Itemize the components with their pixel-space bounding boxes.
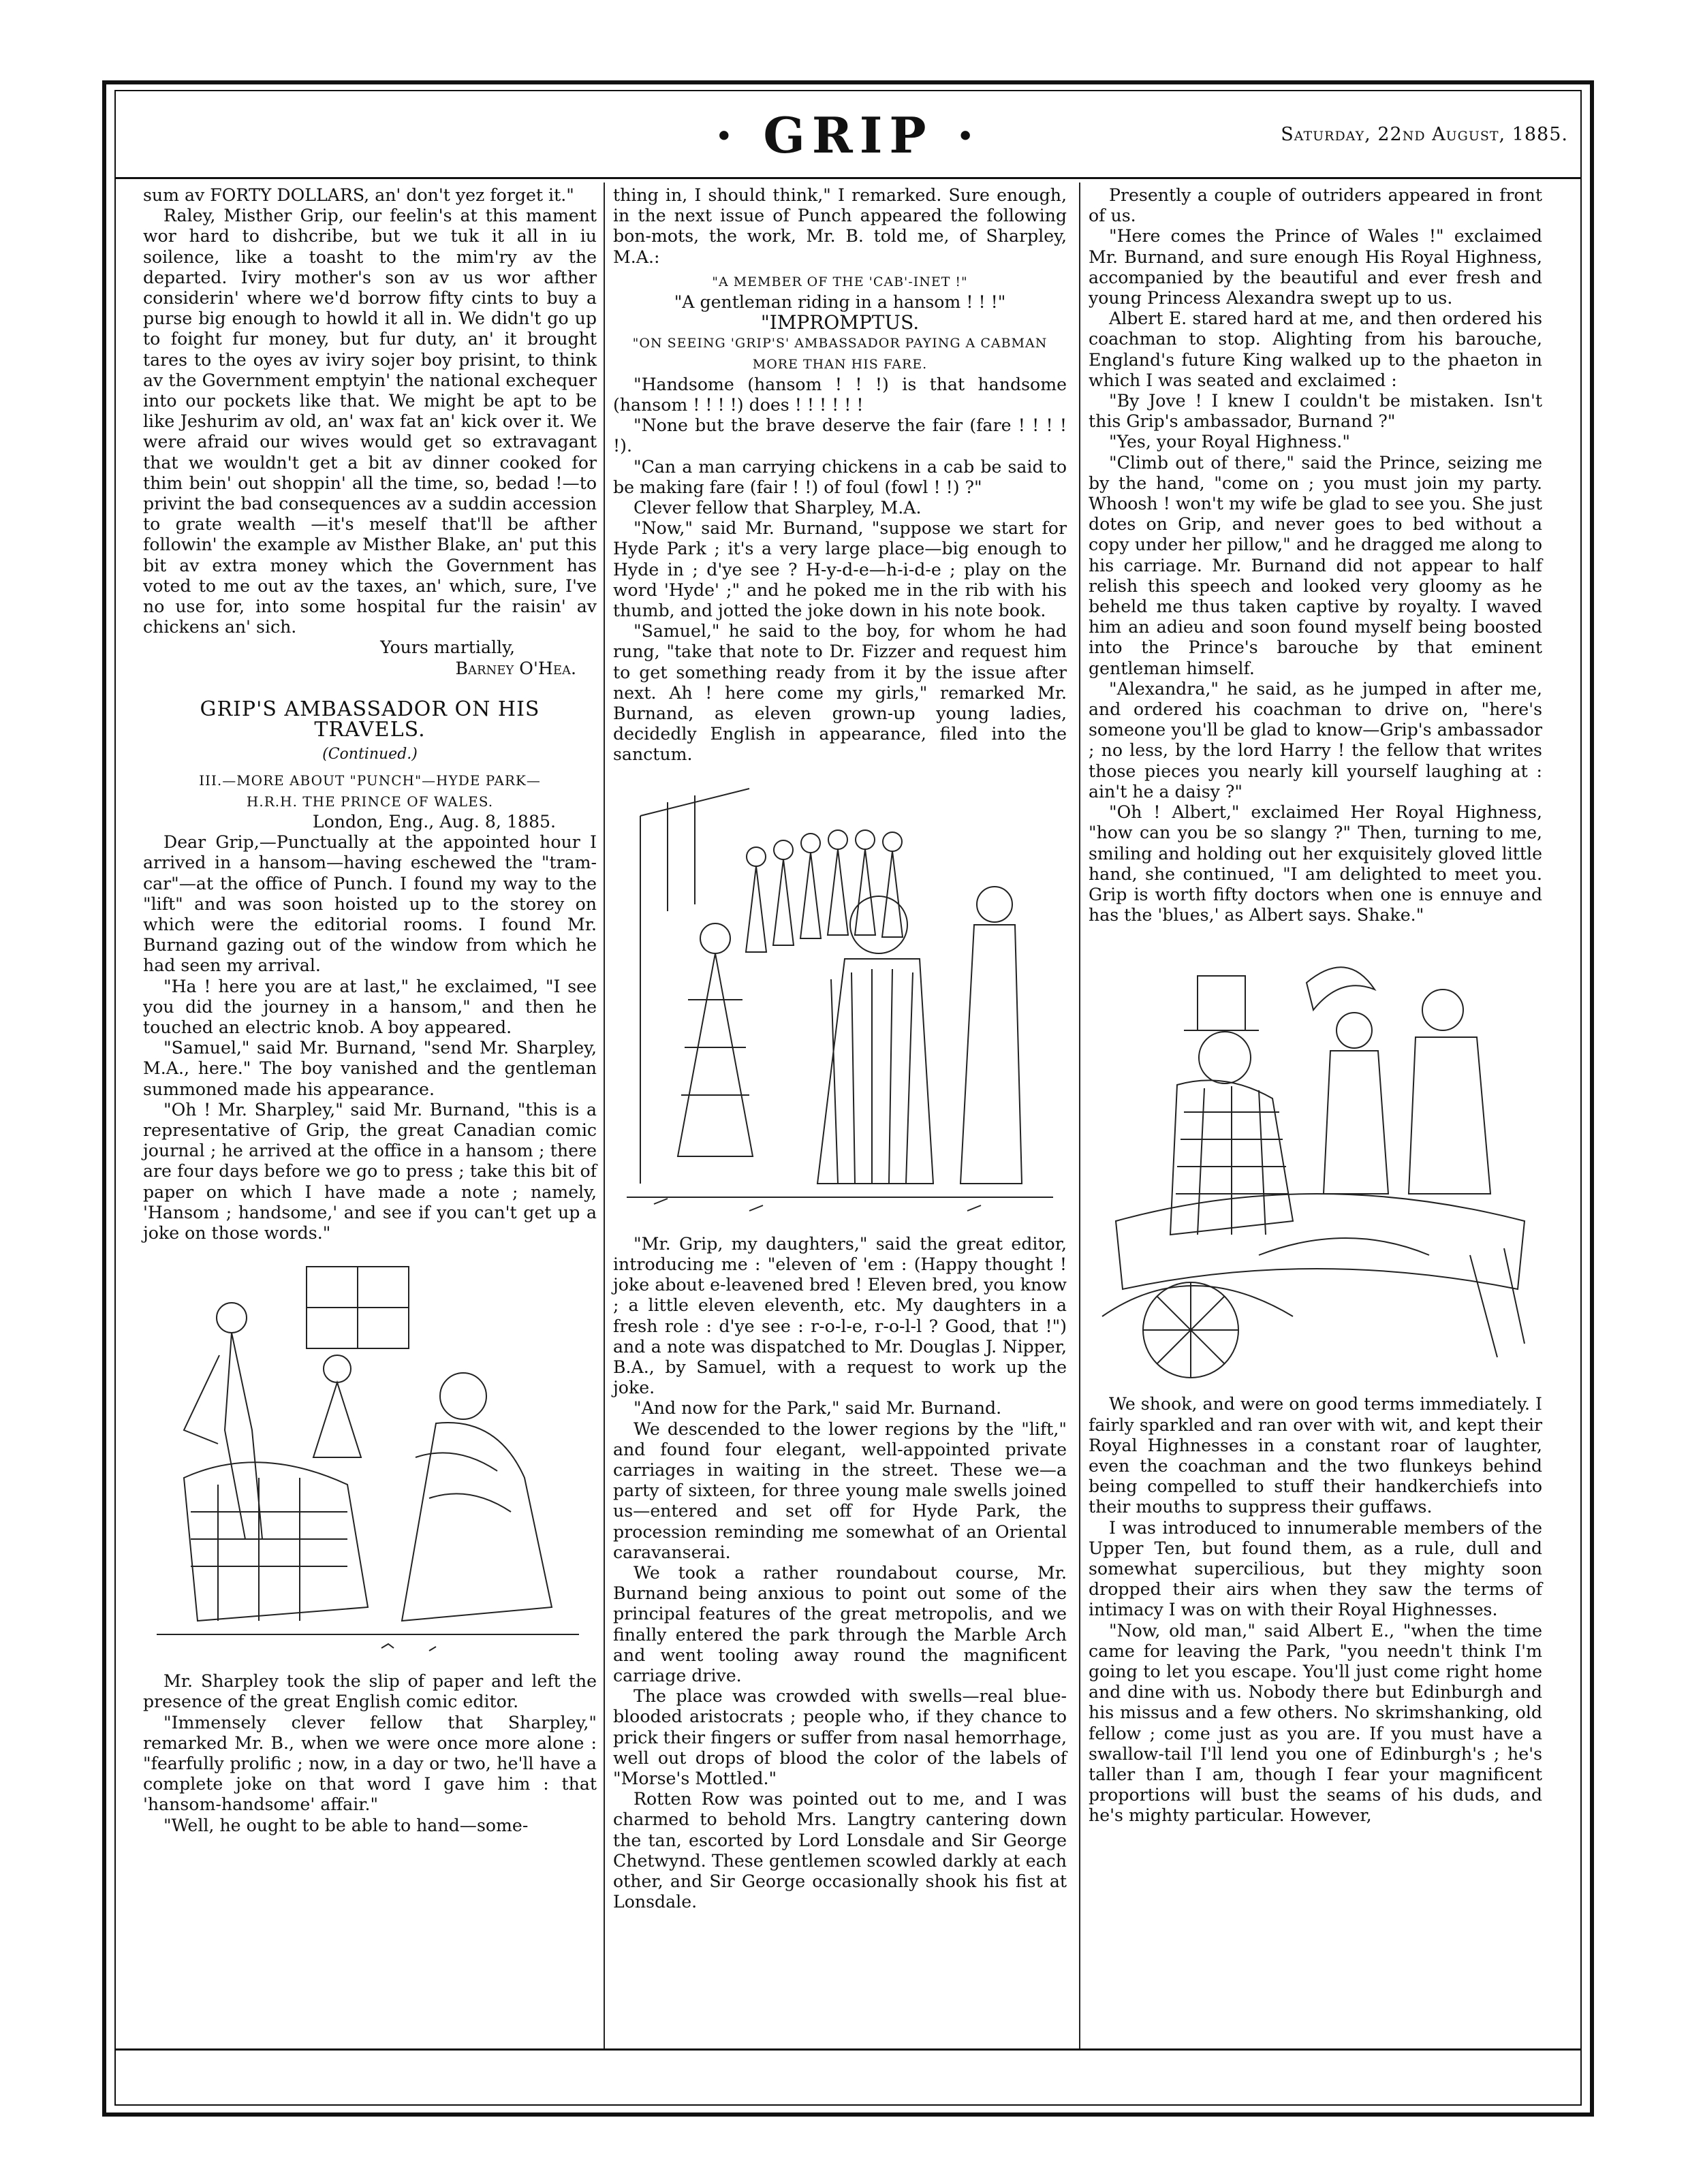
column-rule-2: [1079, 183, 1080, 2048]
paragraph: "Alexandra," he said, as he jumped in after me, and ordered his coachman to drive on, "here's someone you'll be glad to know—Grip's ambassador ; no less, by the lord Harry ! the fellow that writes those pieces you nearly kill yourself laughing at : ain't he a daisy ?": [1089, 678, 1542, 802]
column-1: [143, 185, 597, 1836]
signature: Barney O'Hea.: [455, 658, 576, 678]
paragraph: Albert E. stared hard at me, and then ordered his coachman to stop. Alighting from his barouche, England's future King walked up to the phaeton in which I was seated and exclaimed :: [1089, 308, 1542, 390]
paragraph: "Oh ! Mr. Sharpley," said Mr. Burnand, "this is a representative of Grip, the great Canadian comic journal ; he arrived at the office in a hansom ; there are four days before we go to press ; take this bit of paper on which I have made a note ; namely, 'Hansom ; handsome,' and see if you can't get up a joke on those words.": [143, 1099, 597, 1243]
paragraph: "None but the brave deserve the fair (fare ! ! ! ! !).: [613, 415, 1067, 456]
paragraph: "Samuel," said Mr. Burnand, "send Mr. Sharpley, M.A., here." The boy vanished and the gentleman summoned made his appearance.: [143, 1038, 597, 1099]
letter-dateline: London, Eng., Aug. 8, 1885.: [312, 811, 556, 832]
paragraph: Presently a couple of outriders appeared in front of us.: [1089, 185, 1542, 226]
column-3: [1089, 185, 1542, 1826]
paragraph: "Oh ! Albert," exclaimed Her Royal Highness, "how can you be so slangy ?" Then, turning to me, smiling and holding out her exquisitely gloved little hand, she continued, "I am delighted to meet you. Grip is worth fifty doctors when one is ennuye and has the 'blues,' as Albert says. Shake.": [1089, 802, 1542, 925]
illustration-royal-carriage: [1089, 935, 1542, 1384]
paragraph: Rotten Row was pointed out to me, and I was charmed to behold Mrs. Langtry cantering down the tan, escorted by Lord Lonsdale and Sir George Chetwynd. These gentlemen scowled darkly at each other, and Sir George occasionally shook his fist at Lonsdale.: [613, 1789, 1067, 1912]
paragraph: "Yes, your Royal Highness.": [1109, 432, 1350, 452]
quoted-subheading: "ON SEEING 'GRIP'S' AMBASSADOR PAYING A CABMAN MORE THAN HIS FARE.: [632, 336, 1048, 372]
illustration-daughters: [613, 775, 1067, 1224]
paragraph: "Ha ! here you are at last," he exclaimed, "I see you did the journey in a hansom," and then he touched an electric knob. A boy appeared.: [143, 976, 597, 1037]
article-title: GRIP'S AMBASSADOR ON HIS TRAVELS.: [200, 697, 540, 742]
paragraph: "Immensely clever fellow that Sharpley," remarked Mr. B., when we were once more alone : "fearfully prolific ; now, in a day or two, he'll have a complete joke on that word I gave him : that 'hansom-handsome' affair.": [143, 1712, 597, 1815]
paragraph: I was introduced to innumerable members of the Upper Ten, but found them, as a rule, dull and somewhat supercilious, but they mighty soon dropped their airs when they saw the terms of intimacy I was on with their Royal Highnesses.: [1089, 1517, 1542, 1620]
paragraph: "Here comes the Prince of Wales !" exclaimed Mr. Burnand, and sure enough His Royal Highness, accompanied by the beautiful and ever fresh and young Princess Alexandra swept up to us.: [1089, 226, 1542, 308]
paragraph: Raley, Misther Grip, our feelin's at this mament wor hard to dishcribe, but we tuk it all in iu soilence, like a toasht to the mim'ry av the departed. Iviry mother's son av us wor afther considerin' where we'd borrow fifty cints to buy a purse big enough to howld it all in. We didn't go up to foight fur money, but fur duty, an' it brought tares to the oyes av iviry sojer boy prisint, to think av the Government emptyin' the national exchequer into our pockets like that. We might be apt to be like Jeshurim av old, an' wax fat an' kick over it. We were afraid our wives would get so extravagant that we wouldn't get a bit av dinner cooked for thim bein' out shoppin' all the time, so, bedad !—to privint the bad consequences av a suddin accession to grate wealth —it's meself that'll be afther followin' the example av Misther Blake, an' put this bit av extra money which the Government has voted to me out av the taxes, an' which, sure, I've no use for, into some hospital fur the raisin' av chickens an' sich.: [143, 206, 597, 637]
paragraph: Dear Grip,—Punctually at the appointed hour I arrived in a hansom—having eschewed the "tram-car"—at the office of Punch. I found my way to the "lift" and was soon hoisted up to the storey on which were the editorial rooms. I found Mr. Burnand gazing out of the window from which he had seen my arrival.: [143, 832, 597, 976]
paragraph: "Now, old man," said Albert E., "when the time came for leaving the Park, "you needn't think I'm going to let you escape. You'll just come right home and dine with us. Nobody there but Edinburgh and his missus and a few others. No skrimshanking, old fellow ; come just as you are. If you must have a swallow-tail I'll lend you one of Edinburgh's ; he's taller than I am, though I fear your magnificent proportions will bust the seams of his duds, and he's mighty particular. However,: [1089, 1620, 1542, 1826]
paragraph: The place was crowded with swells—real blue-blooded aristocrats ; people who, if they chance to prick their fingers or suffer from nasal hemorrhage, well out drops of blood the color of the labels of "Morse's Mottled.": [613, 1686, 1067, 1788]
paragraph: We took a rather roundabout course, Mr. Burnand being anxious to point out some of the principal features of the great metropolis, and we finally entered the park through the Marble Arch and went tooling away round the magnificent carriage drive.: [613, 1562, 1067, 1686]
quoted-heading: "IMPROMPTUS.: [760, 311, 920, 334]
paragraph: "Now," said Mr. Burnand, "suppose we start for Hyde Park ; it's a very large place—big enough to Hyde in ; d'ye see ? H-y-d-e—h-i-d-e ; play on the word 'Hyde' ;" and he poked me in the rib with his thumb, and jotted the joke down in his note book.: [613, 518, 1067, 621]
paragraph: sum av FORTY DOLLARS, an' don't yez forget it.": [143, 185, 574, 205]
paragraph: "Can a man carrying chickens in a cab be said to be making fare (fair ! !) of foul (fowl ! !) ?": [613, 456, 1067, 497]
footer-rule: [116, 2048, 1580, 2051]
masthead-title: · GRIP ·: [715, 106, 981, 164]
quoted-joke: "A gentleman riding in a hansom ! ! !": [674, 292, 1006, 313]
paragraph: Mr. Sharpley took the slip of paper and left the presence of the great English comic editor.: [143, 1671, 597, 1712]
column-2: [613, 185, 1067, 1912]
paragraph: We shook, and were on good terms immediately. I fairly sparkled and ran over with wit, and kept their Royal Highnesses in a constant roar of laughter, even the coachman and the two flunkeys behind being compelled to stuff their handkerchiefs into their mouths to suppress their guffaws.: [1089, 1394, 1542, 1517]
paragraph: We descended to the lower regions by the "lift," and found four elegant, well-appointed private carriages in waiting in the street. These we—a party of sixteen, for three young male swells joined us—entered and set off for Hyde Park, the procession reminding me somewhat of an Oriental caravanserai.: [613, 1419, 1067, 1562]
paragraph: thing in, I should think," I remarked. Sure enough, in the next issue of Punch appeared the following bon-mots, the work, Mr. B. told me, of Sharpley, M.A.:: [613, 185, 1067, 267]
column-rule-1: [604, 183, 605, 2048]
page-header: [116, 95, 1580, 179]
paragraph: "And now for the Park," said Mr. Burnand.: [634, 1398, 1002, 1419]
paragraph: "Samuel," he said to the boy, for whom he had rung, "take that note to Dr. Fizzer and request him to get something ready from it by the issue after next. Ah ! here come my girls," remarked Mr. Burnand, as eleven grown-up young ladies, decidedly English in appearance, filed into the sanctum.: [613, 621, 1067, 765]
section-subhead: H.R.H. THE PRINCE OF WALES.: [246, 793, 494, 810]
paragraph: "Mr. Grip, my daughters," said the great editor, introducing me : "eleven of 'em : (Happy thought ! joke about e-leavened bred ! Eleven bred, you know ; a little eleven eleventh, etc. My daughters in a fresh role : d'ye see : r-o-l-e, r-o-l-l ? Good, that !") and a note was dispatched to Mr. Douglas J. Nipper, B.A., by Samuel, with a request to work up the joke.: [613, 1233, 1067, 1398]
paragraph: "Well, he ought to be able to hand—some-: [163, 1815, 529, 1835]
illustration-editor-office: [143, 1253, 597, 1662]
signoff: Yours martially,: [380, 637, 515, 658]
quoted-joke: "A MEMBER OF THE 'CAB'-INET !": [712, 274, 968, 289]
continued-note: (Continued.): [322, 746, 418, 763]
paragraph: "Climb out of there," said the Prince, seizing me by the hand, "come on ; you must join my party. Whoosh ! won't my wife be glad to see you. She just dotes on Grip, and never goes to bed without a copy under her pillow," and he dragged me along to his carriage. Mr. Burnand did not appear to half relish this speech and looked very gloomy as he beheld me thus taken captive by royalty. I waved him an adieu and soon found myself being boosted into the Prince's barouche by that eminent gentleman himself.: [1089, 452, 1542, 678]
paragraph: Clever fellow that Sharpley, M.A.: [634, 498, 922, 518]
paragraph: "By Jove ! I knew I couldn't be mistaken. Isn't this Grip's ambassador, Burnand ?": [1089, 391, 1542, 432]
issue-date: Saturday, 22nd August, 1885.: [1281, 124, 1568, 145]
section-subhead: III.—MORE ABOUT "PUNCH"—HYDE PARK—: [199, 772, 541, 789]
paragraph: "Handsome (hansom ! ! !) is that handsome (hansom ! ! ! !) does ! ! ! ! ! !: [613, 374, 1067, 415]
